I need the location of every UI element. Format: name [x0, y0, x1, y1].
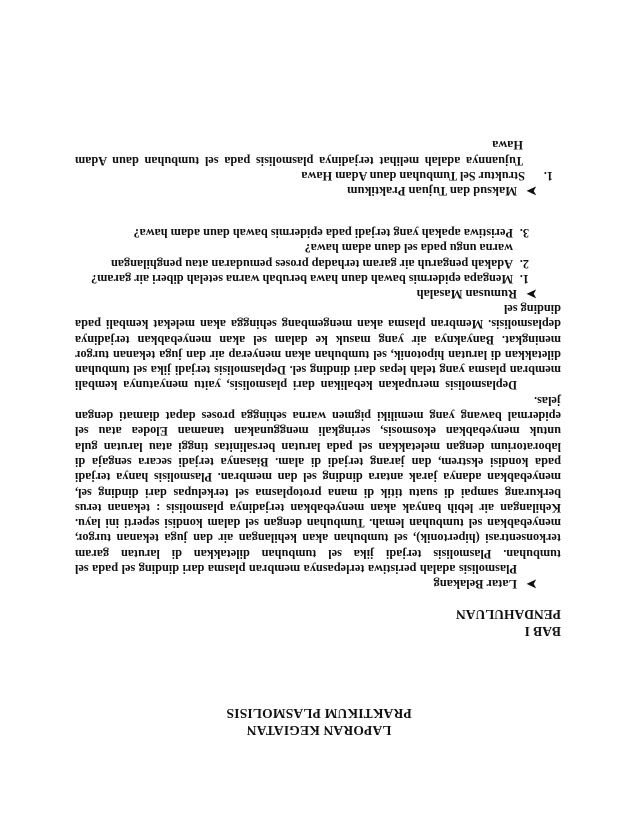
purpose-text: Tujuannya adalah melihat terjadinya plasmolisis pada sel tumbuhan daun Adam Hawa: [75, 138, 523, 168]
list-item: [75, 168, 561, 183]
problem-heading: [75, 286, 561, 301]
section-problem: [75, 225, 561, 301]
arrow-bullet-icon: ➤: [526, 287, 537, 301]
section-purpose: [75, 137, 561, 198]
list-item-number: 1.: [543, 169, 553, 183]
list-item: [75, 225, 537, 240]
problem-heading-text: Rumusan Masalah: [416, 287, 517, 301]
list-item-number: 1.: [519, 272, 529, 286]
list-item-text: Peristiwa apakah yang terjadi pada epidermis bawah daun adam hawa?: [133, 226, 513, 241]
section-background: [75, 301, 561, 591]
list-item-number: 3.: [519, 226, 529, 241]
list-item: [75, 271, 537, 286]
chapter-number: BAB I: [524, 624, 561, 639]
chapter-title: PENDAHULUAN: [455, 607, 561, 622]
report-title-line-1: LAPORAN KEGIATAN: [246, 723, 392, 738]
purpose-heading: [75, 183, 561, 198]
background-paragraph-2: Deplasmolisis merupakan kebalikan dari plasmolisis, yaitu menyatunya kembali membran plasma yang telah lepas dari dinding sel. Deplasmolisis terjadi jika sel tumbuhan diletakkan di larutan hipotonik, sel tumbuhan akan menyerap air dan juga tekanan turgor meningkat. Banyaknya air yang masuk ke dalam sel akan menyebabkan terjadinya deplasmolisis. Membran plasma akan mengembang sehingga akan melekat kembali pada dinding sel: [75, 301, 561, 393]
purpose-list: [75, 168, 561, 183]
arrow-bullet-icon: ➤: [526, 577, 537, 591]
problem-list: [75, 225, 561, 286]
list-item-text: Mengapa epidermis bawah daun hawa berubah warna setelah diberi air garam?: [91, 272, 513, 286]
report-title-line-2: PRAKTIKUM PLASMOLISIS: [226, 706, 412, 721]
background-heading-text: Latar Belakang: [433, 577, 517, 591]
chapter-heading: [75, 606, 561, 640]
report-title: [0, 705, 638, 739]
background-paragraph-1: Plasmolisis adalah peristiwa terlepasnya membran plasma dari dinding sel pada sel tumbuhan. Plasmolisis terjadi jika sel tumbuhan diletakkan di larutan garam terkonsentrasi (hipertonik), sel tumbuhan akan kehilangan air dan juga tekanan turgor, menyebabkan sel tumbuhan lemah. Tumbuhan dengan sel dalam kondisi seperti ini layu. Kehilangan air lebih banyak akan menyebabkan terjadinya plasmolisis : tekanan terus berkurang sampai di suatu titik di mana protoplasma sel terkelupas dari dinding sel, menyebabkan adanya jarak antara dinding sel dan membran. Plasmolisis hanya terjadi pada kondisi ekstrem, dan jarang terjadi di alam. Biasanya terjadi secara sengaja di laboratorium dengan meletakkan sel pada larutan bersalinitas tinggi atau larutan gula untuk menyebabkan ekosmosis, seringkali menggunakan tanaman Elodea atau sel epidermal bawang yang memiliki pigmen warna sehingga proses dapat diamati dengan jelas.: [75, 393, 561, 576]
list-item-text: Adakah pengaruh air garam terhadap proses pemudaran atau penghilangan warna ungu pada sel daun adam hawa?: [110, 241, 513, 271]
list-item: [75, 240, 537, 271]
list-item-number: 2.: [519, 256, 529, 271]
list-item-text: Struktur Sel Tumbuhan daun Adam Hawa: [301, 169, 525, 183]
purpose-heading-text: Maksud dan Tujuan Praktikum: [347, 184, 517, 198]
background-heading: [75, 576, 561, 591]
arrow-bullet-icon: ➤: [526, 184, 537, 198]
